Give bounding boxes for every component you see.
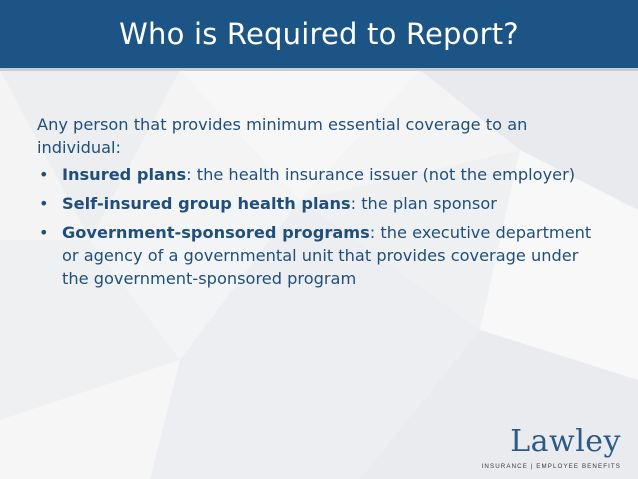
logo-tagline: INSURANCE | EMPLOYEE BENEFITS: [481, 463, 621, 470]
bullet-icon: •: [39, 223, 49, 242]
bullet-term: Government-sponsored programs: [62, 223, 370, 242]
bullet-term: Self-insured group health plans: [62, 194, 351, 213]
bullet-text: : the health insurance issuer (not the employer): [186, 165, 576, 184]
title-divider: [0, 68, 638, 71]
lawley-logo: [481, 424, 627, 474]
bullet-icon: •: [39, 165, 49, 184]
bullet-list: [37, 163, 607, 290]
bullet-term: Insured plans: [62, 165, 187, 184]
logo-wordmark: Lawley: [510, 424, 621, 459]
bullet-text: : the executive department or agency of a governmental unit that provides coverage under the government-sponsored program: [62, 223, 592, 288]
bullet-item: [37, 163, 607, 186]
title-bar: [0, 0, 638, 68]
bullet-item: [37, 192, 607, 215]
bullet-text: : the plan sponsor: [350, 194, 497, 213]
bullet-item: [37, 221, 607, 290]
slide-body: [37, 113, 607, 296]
intro-text: Any person that provides minimum essential coverage to an individual:: [37, 115, 528, 157]
slide-title: Who is Required to Report?: [119, 17, 519, 51]
bullet-icon: •: [39, 194, 49, 213]
